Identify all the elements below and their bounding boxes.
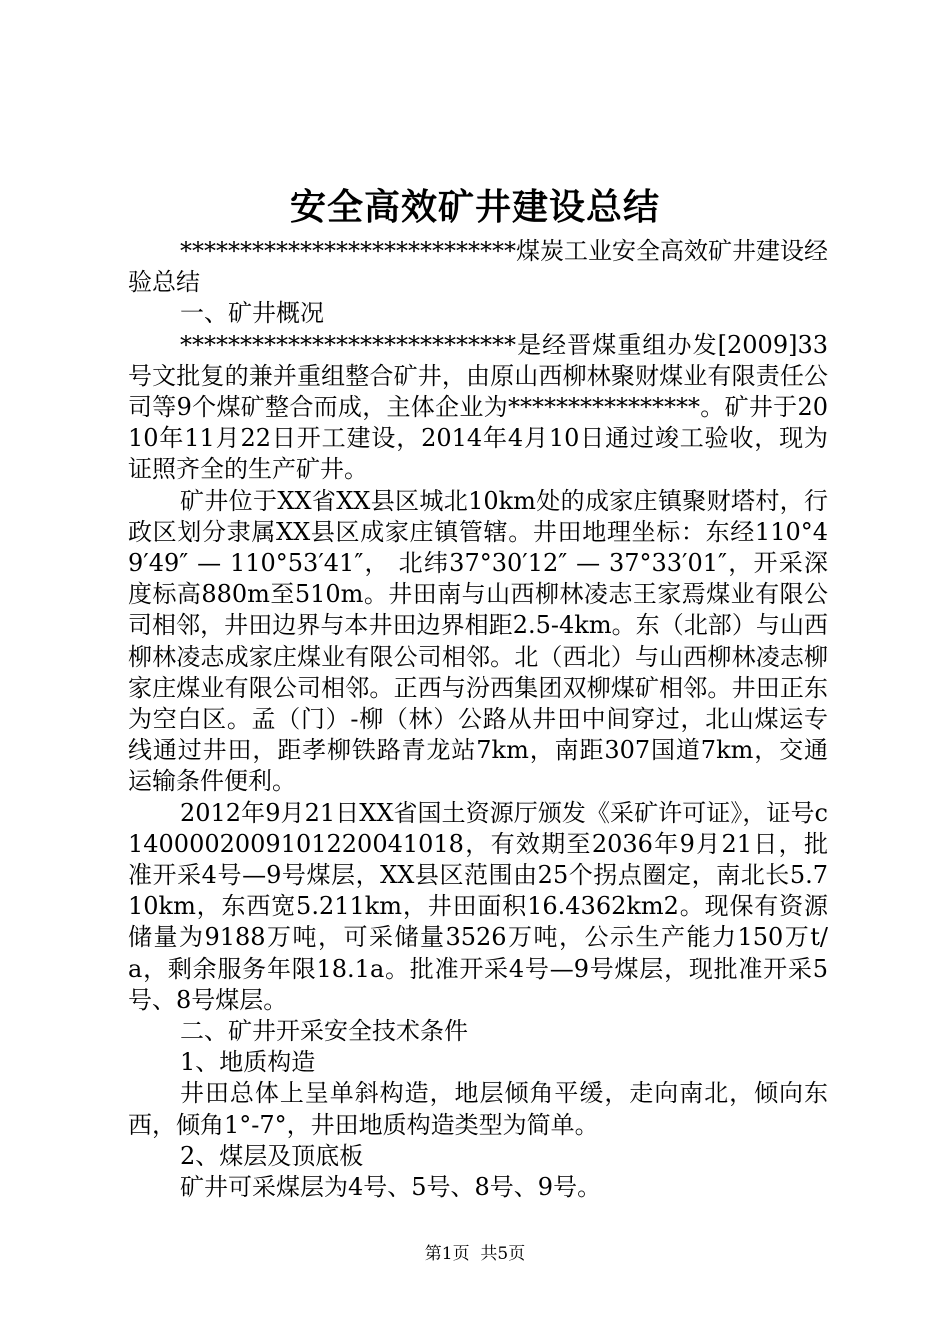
- section-heading-safety-conditions: 二、矿井开采安全技术条件: [180, 1017, 468, 1046]
- document-body: [128, 236, 828, 1203]
- paragraph-intro: ****************************煤炭工业安全高效矿井建设经验总结: [128, 237, 828, 297]
- section-heading-overview: 一、矿井概况: [180, 299, 324, 328]
- paragraph-coal-seams: 矿井可采煤层为4号、5号、8号、9号。: [180, 1173, 602, 1202]
- document-title: 安全高效矿井建设总结: [289, 187, 660, 228]
- subheading-coal-seams: 2、煤层及顶底板: [180, 1141, 364, 1170]
- paragraph-mining-license: 2012年9月21日XX省国土资源厅颁发《采矿许可证》，证号c1400002009101220041018，有效期至2036年9月21日，批准开采4号—9号煤层，XX县区范围由25个拐点圈定，南北长5.710km，东西宽5.211km，井田面积16.4362km2。现保有资源储量为9188万吨，可采储量3526万吨，公示生产能力150万t/a，剩余服务年限18.1a。批准开采4号—9号煤层，现批准开采5号、8号煤层。: [128, 798, 828, 1014]
- paragraph-mine-location: 矿井位于XX省XX县区城北10km处的成家庄镇聚财塔村，行政区划分隶属XX县区成家庄镇管辖。井田地理坐标：东经110°49′49″ — 110°53′41″， 北纬37°30′12″ — 37°33′01″，开采深度标高880m至510m。井田南与山西柳林凌志王家焉煤业有限公司相邻，井田边界与本井田边界相距2.5-4km。东（北部）与山西柳林凌志成家庄煤业有限公司相邻。北（西北）与山西柳林凌志柳家庄煤业有限公司相邻。正西与汾西集团双柳煤矿相邻。井田正东为空白区。孟（门）-柳（林）公路从井田中间穿过，北山煤运专线通过井田，距孝柳铁路青龙站7km，南距307国道7km，交通运输条件便利。: [128, 486, 828, 796]
- paragraph-geology: 井田总体上呈单斜构造，地层倾角平缓，走向南北，倾向东西，倾角1°-7°，井田地质构造类型为简单。: [128, 1079, 828, 1139]
- paragraph-mine-background: ****************************是经晋煤重组办发[2009]33号文批复的兼并重组整合矿井，由原山西柳林聚财煤业有限责任公司等9个煤矿整合而成，主体企业为****************。矿井于2010年11月22日开工建设，2014年4月10日通过竣工验收，现为证照齐全的生产矿井。: [128, 330, 828, 484]
- page-footer: 第1页 共5页: [424, 1244, 526, 1264]
- subheading-geology: 1、地质构造: [180, 1048, 316, 1077]
